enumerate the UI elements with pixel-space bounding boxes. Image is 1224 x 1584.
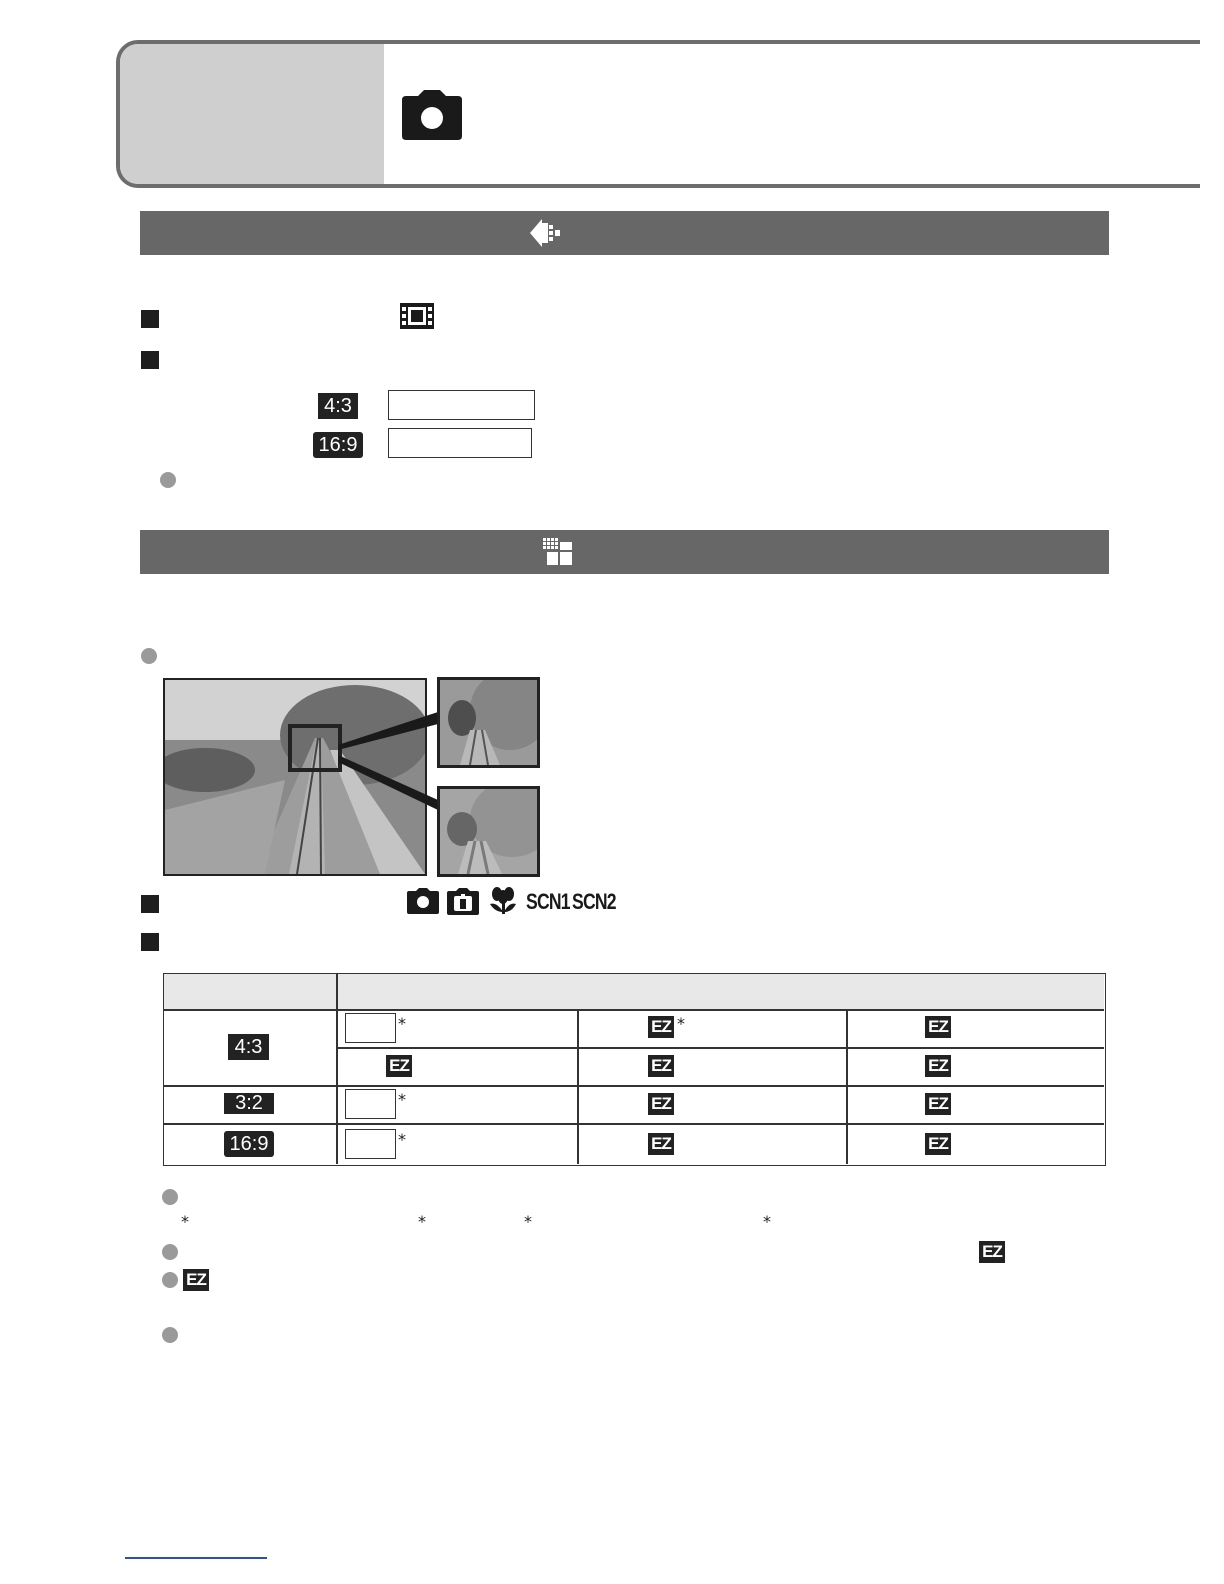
- zoom-pointer-lines: [330, 700, 442, 840]
- camera-icon: [400, 88, 464, 142]
- square-bullet: [141, 351, 159, 369]
- extended-zoom-icon: [528, 217, 564, 249]
- size-box: [345, 1013, 396, 1043]
- asterisk: *: [763, 1212, 771, 1231]
- asterisk: *: [418, 1212, 426, 1231]
- ez-icon: EZ: [925, 1093, 951, 1115]
- camera-icon: [406, 887, 440, 915]
- macro-flower-icon: [487, 886, 519, 916]
- ez-icon: EZ: [925, 1133, 951, 1155]
- round-bullet: [162, 1327, 178, 1343]
- pixel-grid-icon: [542, 537, 574, 567]
- page-header: [116, 40, 1200, 188]
- ez-icon: EZ: [925, 1055, 951, 1077]
- asterisk: *: [677, 1014, 685, 1033]
- asterisk: *: [524, 1212, 532, 1231]
- zoom-crop-bottom: [437, 786, 540, 877]
- aspect-badge-16-9: 16:9: [313, 432, 363, 458]
- ez-icon: EZ: [386, 1055, 412, 1077]
- round-bullet: [162, 1244, 178, 1260]
- ez-icon: EZ: [925, 1016, 951, 1038]
- aspect-badge-4-3: 4:3: [228, 1034, 269, 1060]
- zoom-crop-top: [437, 677, 540, 768]
- picture-size-table: [163, 973, 1106, 1166]
- round-bullet: [162, 1272, 178, 1288]
- asterisk: *: [398, 1130, 406, 1149]
- ez-icon: EZ: [648, 1093, 674, 1115]
- section-bar-picture-size: [140, 530, 1109, 574]
- ez-icon: EZ: [648, 1133, 674, 1155]
- square-bullet: [141, 895, 159, 913]
- intelligent-auto-icon: [446, 886, 480, 916]
- aspect-badge-16-9: 16:9: [224, 1131, 274, 1157]
- value-box: [388, 428, 532, 458]
- aspect-badge-3-2: 3:2: [224, 1093, 274, 1114]
- ez-icon: EZ: [648, 1055, 674, 1077]
- aspect-badge-4-3: 4:3: [318, 393, 358, 419]
- section-bar-extended-zoom: [140, 211, 1109, 255]
- round-bullet: [160, 472, 176, 488]
- scn1-icon: SCN1: [526, 889, 570, 914]
- value-box: [388, 390, 535, 420]
- round-bullet: [141, 648, 157, 664]
- ez-icon: EZ: [183, 1269, 209, 1291]
- round-bullet: [162, 1189, 178, 1205]
- table-header-row: [164, 974, 1104, 1009]
- asterisk: *: [398, 1090, 406, 1109]
- ez-icon: EZ: [648, 1016, 674, 1038]
- ez-icon: EZ: [979, 1241, 1005, 1263]
- motion-picture-icon: [399, 302, 435, 330]
- square-bullet: [141, 310, 159, 328]
- size-box: [345, 1089, 396, 1119]
- asterisk: *: [181, 1212, 189, 1231]
- footer-link-underline[interactable]: [125, 1557, 267, 1559]
- asterisk: *: [398, 1014, 406, 1033]
- header-tab: [120, 44, 384, 184]
- size-box: [345, 1129, 396, 1159]
- square-bullet: [141, 933, 159, 951]
- scn2-icon: SCN2: [572, 889, 616, 914]
